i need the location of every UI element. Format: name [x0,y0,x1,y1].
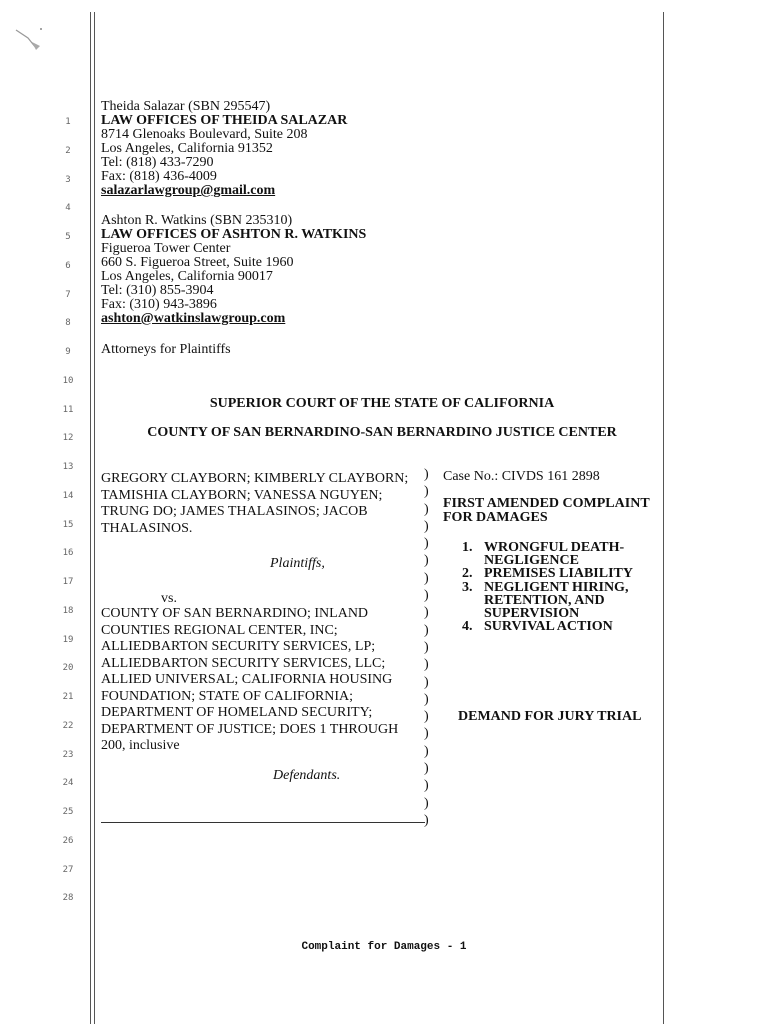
caption-paren: ) [424,761,429,777]
attorney-name: Theida Salazar (SBN 295547) [101,99,271,114]
line-number: 4 [65,203,71,214]
caption-line: ALLIED UNIVERSAL; CALIFORNIA HOUSING [101,672,393,687]
court-name: SUPERIOR COURT OF THE STATE OF CALIFORNIA [209,396,555,411]
line-number: 25 [62,807,74,817]
line-number: 14 [62,490,74,501]
email-link[interactable]: salazarlawgroup@gmail.com [101,183,276,198]
line-number: 27 [62,864,74,875]
caption-paren: ) [424,467,429,482]
complaint-title [443,497,650,525]
line-number: 17 [62,577,74,587]
caption-bottom-rule [101,822,425,823]
jury-demand: DEMAND FOR JURY TRIAL [458,709,642,724]
line-number: 20 [62,663,74,674]
court-county: COUNTY OF SAN BERNARDINO-SAN BERNARDINO JUSTICE CENTER [147,425,617,440]
telephone: Tel: (310) 855-3904 [101,283,214,298]
caption-line: DEPARTMENT OF HOMELAND SECURITY; [101,705,373,720]
attorneys-for-label: Attorneys for Plaintiffs [101,342,231,357]
caption-paren: ) [424,553,429,569]
attorney-block-watkins [101,214,366,326]
fax: Fax: (310) 943-3896 [101,297,217,312]
cause-title-line: NEGLIGENCE [484,553,579,569]
line-number: 8 [65,318,71,329]
caption-paren: ) [424,639,429,655]
cause-number: 2. [462,566,473,582]
line-number: 5 [65,232,71,242]
caption-paren: ) [424,657,429,673]
caption-line: THALASINOS. [101,520,193,536]
cause-title-line: SUPERVISION [484,606,580,622]
cause-of-action [462,541,633,567]
caption-paren: ) [424,605,429,621]
address-line: Los Angeles, California 90017 [101,269,273,284]
attorney-name: Ashton R. Watkins (SBN 235310) [101,213,293,228]
line-number: 19 [62,634,74,645]
caption-paren: ) [424,691,429,707]
cause-number: 1. [462,540,473,555]
caption-paren: ) [424,778,429,794]
line-number: 16 [62,548,74,559]
cause-number: 3. [462,579,473,595]
address-line: Los Angeles, California 91352 [101,141,273,156]
cause-title [484,581,628,621]
complaint-title-line: FIRST AMENDED COMPLAINT [443,496,650,511]
caption-paren: ) [424,536,429,552]
cause-title [484,541,624,567]
caption-paren: ) [424,743,429,759]
caption-parentheses [424,466,434,829]
attorney-block-salazar [101,100,347,198]
caption-paren: ) [424,622,429,638]
caption-line: COUNTIES REGIONAL CENTER, INC; [101,622,338,638]
caption-paren: ) [424,812,429,828]
line-number: 7 [65,289,71,300]
caption-line: 200, inclusive [101,738,180,753]
defendants-caption [101,606,398,755]
line-number: 6 [65,260,71,271]
caption-paren: ) [424,726,429,742]
defendants-label: Defendants. [273,768,341,783]
caption-paren: ) [424,588,429,604]
right-margin-line [663,12,664,1024]
caption-line: DEPARTMENT OF JUSTICE; DOES 1 THROUGH [101,721,399,737]
law-firm-name: LAW OFFICES OF THEIDA SALAZAR [101,113,348,128]
line-number: 24 [62,778,74,789]
caption-line: COUNTY OF SAN BERNARDINO; INLAND [101,606,369,621]
versus-label: vs. [161,591,177,606]
caption-paren: ) [424,518,429,534]
complaint-title-line: FOR DAMAGES [443,510,548,525]
caption-line: TAMISHIA CLAYBORN; VANESSA NGUYEN; [101,487,383,503]
building-name: Figueroa Tower Center [101,241,231,256]
plaintiffs-caption [101,471,408,537]
caption-paren: ) [424,484,429,500]
caption-line: GREGORY CLAYBORN; KIMBERLY CLAYBORN; [101,471,409,486]
cause-title-line: NEGLIGENT HIRING, [484,579,629,595]
cause-title [484,567,633,580]
cause-title-line: WRONGFUL DEATH- [484,540,625,555]
caption-paren: ) [424,674,429,690]
telephone: Tel: (818) 433-7290 [101,155,214,170]
caption-paren: ) [424,501,429,517]
caption-line: ALLIEDBARTON SECURITY SERVICES, LLC; [101,655,386,671]
line-number: 10 [62,375,74,386]
line-number: 3 [65,174,71,185]
caption-paren: ) [424,795,429,811]
line-number: 28 [62,893,74,904]
causes-of-action-list [462,541,633,633]
cause-title-line: SURVIVAL ACTION [484,619,613,635]
cause-number: 4. [462,619,473,635]
caption-line: TRUNG DO; JAMES THALASINOS; JACOB [101,504,368,519]
line-number: 26 [62,835,74,846]
line-number: 13 [62,462,74,472]
line-number: 9 [65,347,71,357]
cause-title-line: RETENTION, AND [484,592,605,608]
law-firm-name: LAW OFFICES OF ASHTON R. WATKINS [101,227,367,242]
left-margin-line-outer [90,12,91,1024]
caption-line: FOUNDATION; STATE OF CALIFORNIA; [101,688,354,704]
case-number: Case No.: CIVDS 161 2898 [443,469,600,484]
cause-of-action [462,581,633,621]
caption-line: ALLIEDBARTON SECURITY SERVICES, LP; [101,639,376,654]
address-line: 660 S. Figueroa Street, Suite 1960 [101,255,294,270]
cause-of-action [462,567,633,580]
address-line: 8714 Glenoaks Boulevard, Suite 208 [101,127,308,142]
line-number: 12 [62,433,74,444]
cause-title-line: PREMISES LIABILITY [484,566,633,582]
line-number: 15 [62,519,74,530]
page-footer: Complaint for Damages - 1 [301,941,467,953]
cause-title [484,620,613,633]
line-number: 1 [65,117,71,127]
line-number: 18 [62,605,74,616]
email-link[interactable]: ashton@watkinslawgroup.com [101,311,286,326]
caption-paren: ) [424,570,429,586]
caption-paren: ) [424,709,429,725]
line-number: 22 [62,720,74,731]
left-margin-line-inner [94,12,95,1024]
fax: Fax: (818) 436-4009 [101,169,217,184]
line-number: 21 [62,692,74,702]
plaintiffs-label: Plaintiffs, [270,556,325,571]
scan-mark-icon [14,26,44,52]
line-number: 2 [65,145,71,156]
cause-of-action [462,620,633,633]
line-number: 11 [62,404,74,415]
line-number: 23 [62,749,74,760]
